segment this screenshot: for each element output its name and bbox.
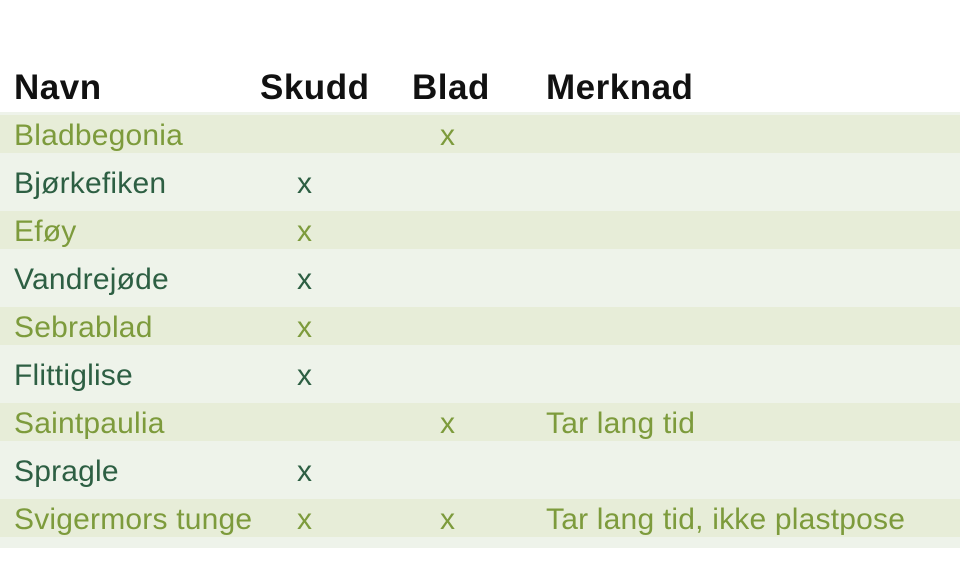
table-row: [0, 208, 960, 256]
cell-skudd: x: [297, 359, 313, 392]
table-row: [0, 352, 960, 400]
cell-blad: x: [440, 407, 456, 440]
cell-navn: Flittiglise: [14, 359, 133, 392]
table-row: [0, 304, 960, 352]
table-body: [0, 112, 960, 548]
table-header: [0, 0, 960, 112]
cell-merknad: Tar lang tid, ikke plastpose: [546, 503, 906, 536]
cell-skudd: x: [297, 215, 313, 248]
table-row: [0, 160, 960, 208]
cell-skudd: x: [297, 167, 313, 200]
table-row: [0, 256, 960, 304]
column-header-skudd: Skudd: [260, 68, 370, 107]
table-row: [0, 448, 960, 496]
cell-navn: Bladbegonia: [14, 119, 184, 152]
column-header-merknad: Merknad: [546, 68, 694, 107]
cell-skudd: x: [297, 455, 313, 488]
table-row: [0, 112, 960, 160]
cell-merknad: Tar lang tid: [546, 407, 696, 440]
column-header-navn: Navn: [14, 68, 102, 107]
cell-skudd: x: [297, 503, 313, 536]
cell-navn: Svigermors tunge: [14, 503, 253, 536]
cell-blad: x: [440, 119, 456, 152]
cell-navn: Spragle: [14, 455, 119, 488]
cell-blad: x: [440, 503, 456, 536]
cell-skudd: x: [297, 263, 313, 296]
column-header-blad: Blad: [412, 68, 490, 107]
table-row: [0, 496, 960, 544]
cell-navn: Sebrablad: [14, 311, 153, 344]
cell-navn: Saintpaulia: [14, 407, 165, 440]
table-row: [0, 400, 960, 448]
cell-navn: Vandrejøde: [14, 263, 169, 296]
cell-navn: Eføy: [14, 215, 77, 248]
cell-navn: Bjørkefiken: [14, 167, 167, 200]
cell-skudd: x: [297, 311, 313, 344]
